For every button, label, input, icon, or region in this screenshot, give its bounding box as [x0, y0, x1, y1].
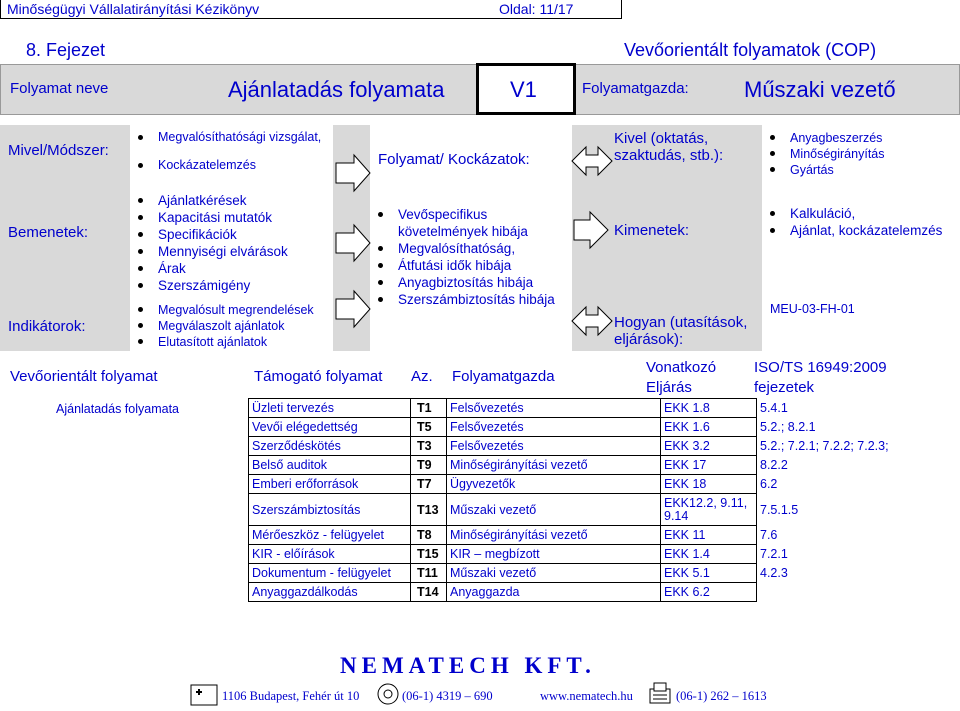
col-header-iso: ISO/TS 16949:2009 fejezetek — [754, 359, 887, 396]
cell-az: T11 — [411, 564, 447, 583]
col-header-az: Az. — [411, 368, 433, 385]
table-row — [249, 583, 893, 602]
footer-contact — [190, 681, 960, 711]
center-title: Folyamat/ Kockázatok: — [378, 151, 530, 168]
cell-az: T9 — [411, 456, 447, 475]
list-item: Megvalósult megrendelések — [134, 302, 330, 318]
cell-iso: 5.4.1 — [760, 401, 788, 415]
arrows-right — [570, 125, 614, 351]
cell-iso — [757, 583, 893, 602]
cell-iso: 4.2.3 — [760, 566, 788, 580]
cell-ekk: EKK 1.8 — [661, 399, 757, 418]
list-item: Anyagbiztosítás hibája — [374, 274, 570, 291]
list-item: Gyártás — [766, 162, 958, 178]
list-item: Megvalósíthatósági vizsgálat, — [134, 130, 330, 158]
cell-name: Mérőeszköz - felügyelet — [249, 526, 411, 545]
cell-az: T14 — [411, 583, 447, 602]
cell-ekk: EKK12.2, 9.11, 9.14 — [661, 494, 757, 526]
support-process-table — [248, 398, 893, 602]
risks-list — [374, 206, 570, 308]
process-name-label: Folyamat neve — [10, 80, 109, 97]
how-value: MEU-03-FH-01 — [770, 302, 855, 316]
list-item: Szerszámbiztosítás hibája — [374, 291, 570, 308]
list-item: Árak — [134, 260, 330, 277]
cell-az: T1 — [411, 399, 447, 418]
table-row — [249, 475, 893, 494]
cell-name: Anyaggazdálkodás — [249, 583, 411, 602]
cell-owner: Anyaggazda — [447, 583, 661, 602]
cell-name: Emberi erőforrások — [249, 475, 411, 494]
cell-owner: KIR – megbízott — [447, 545, 661, 564]
list-item: Kockázatelemzés — [134, 158, 330, 172]
table-row — [249, 418, 893, 437]
cell-name: Vevői elégedettség — [249, 418, 411, 437]
phone-icon — [376, 681, 400, 707]
list-item: Elutasított ajánlatok — [134, 334, 330, 350]
how-label: Hogyan (utasítások, eljárások): — [614, 314, 748, 348]
table-row — [249, 545, 893, 564]
list-item: Specifikációk — [134, 226, 330, 243]
process-name-value: Ajánlatadás folyamata — [228, 77, 445, 102]
list-item: Ajánlat, kockázatelemzés — [766, 222, 958, 239]
company-name: NEMATECH KFT. — [340, 653, 596, 678]
cell-iso: 7.6 — [760, 528, 778, 542]
col-header-support: Támogató folyamat — [254, 368, 383, 385]
cell-owner: Felsővezetés — [447, 437, 661, 456]
cell-name: Üzleti tervezés — [249, 399, 411, 418]
cell-iso: 8.2.2 — [760, 458, 788, 472]
cell-ekk: EKK 1.4 — [661, 545, 757, 564]
indicators-list — [134, 302, 330, 350]
cell-owner: Ügyvezetők — [447, 475, 661, 494]
cell-name: Dokumentum - felügyelet — [249, 564, 411, 583]
cell-owner: Minőségirányítási vezető — [447, 526, 661, 545]
cell-name: Szerződéskötés — [249, 437, 411, 456]
with-whom-label: Kivel (oktatás, szaktudás, stb.): — [614, 130, 724, 164]
cell-ekk: EKK 17 — [661, 456, 757, 475]
cell-name: Szerszámbiztosítás — [249, 494, 411, 526]
cell-iso: 6.2 — [760, 477, 778, 491]
web-text: www.nematech.hu — [540, 689, 633, 703]
inputs-list — [134, 192, 330, 294]
cell-name: Belső auditok — [249, 456, 411, 475]
col-header-procedure: Vonatkozó Eljárás — [646, 359, 717, 396]
list-item: Anyagbeszerzés — [766, 130, 958, 146]
cell-az: T7 — [411, 475, 447, 494]
cell-owner: Műszaki vezető — [447, 564, 661, 583]
cell-ekk: EKK 6.2 — [661, 583, 757, 602]
with-what-list — [134, 130, 330, 172]
table-row — [249, 564, 893, 583]
fax-text: (06-1) 262 – 1613 — [676, 689, 767, 703]
list-item: Kapacitási mutatók — [134, 209, 330, 226]
version-value: V1 — [510, 77, 537, 102]
cell-owner: Műszaki vezető — [447, 494, 661, 526]
table-row — [249, 526, 893, 545]
cell-az: T13 — [411, 494, 447, 526]
list-item: Vevőspecifikus követelmények hibája — [374, 206, 570, 240]
col-header-owner: Folyamatgazda — [452, 368, 555, 385]
cell-iso: 7.2.1 — [760, 547, 788, 561]
inputs-label: Bemenetek: — [8, 224, 89, 241]
list-item: Megválaszolt ajánlatok — [134, 318, 330, 334]
chapter-label: 8. Fejezet — [26, 40, 106, 60]
list-item: Átfutási idők hibája — [374, 257, 570, 274]
cell-ekk: EKK 5.1 — [661, 564, 757, 583]
main-process-name: Ajánlatadás folyamata — [56, 402, 179, 416]
list-item: Minőségirányítás — [766, 146, 958, 162]
manual-title: Minőségügyi Vállalatirányítási Kézikönyv — [7, 1, 260, 17]
owner-value: Műszaki vezető — [744, 77, 896, 102]
list-item: Mennyiségi elvárások — [134, 243, 330, 260]
indicators-label: Indikátorok: — [8, 318, 86, 335]
post-icon — [190, 681, 218, 707]
with-what-label: Mivel/Módszer: — [8, 142, 109, 159]
table-row — [249, 456, 893, 475]
with-whom-list — [766, 130, 958, 178]
outputs-list — [766, 205, 958, 239]
owner-label: Folyamatgazda: — [582, 80, 689, 97]
cell-az: T8 — [411, 526, 447, 545]
arrows-left — [330, 125, 376, 351]
cell-iso: 7.5.1.5 — [760, 502, 799, 517]
address-text: 1106 Budapest, Fehér út 10 — [222, 689, 360, 703]
table-row — [249, 437, 893, 456]
cell-az: T3 — [411, 437, 447, 456]
cell-owner: Felsővezetés — [447, 418, 661, 437]
table-row — [249, 399, 893, 418]
cell-ekk: EKK 1.6 — [661, 418, 757, 437]
list-item: Kalkuláció, — [766, 205, 958, 222]
cell-ekk: EKK 11 — [661, 526, 757, 545]
cell-az: T15 — [411, 545, 447, 564]
list-item: Ajánlatkérések — [134, 192, 330, 209]
chapter-title: Vevőorientált folyamatok (COP) — [624, 40, 877, 60]
page-number: Oldal: 11/17 — [499, 1, 574, 17]
cell-owner: Felsővezetés — [447, 399, 661, 418]
cell-iso: 5.2.; 8.2.1 — [760, 420, 816, 434]
table-row — [249, 494, 893, 526]
list-item: Szerszámigény — [134, 277, 330, 294]
list-item: Megvalósíthatóság, — [374, 240, 570, 257]
outputs-label: Kimenetek: — [614, 222, 690, 239]
phone-text: (06-1) 4319 – 690 — [402, 689, 493, 703]
col-header-process: Vevőorientált folyamat — [10, 368, 158, 385]
cell-az: T5 — [411, 418, 447, 437]
document-header — [0, 0, 622, 19]
cell-ekk: EKK 3.2 — [661, 437, 757, 456]
cell-iso: 5.2.; 7.2.1; 7.2.2; 7.2.3; — [760, 439, 889, 453]
fax-icon — [648, 681, 672, 707]
cell-name: KIR - előírások — [249, 545, 411, 564]
cell-ekk: EKK 18 — [661, 475, 757, 494]
cell-owner: Minőségirányítási vezető — [447, 456, 661, 475]
